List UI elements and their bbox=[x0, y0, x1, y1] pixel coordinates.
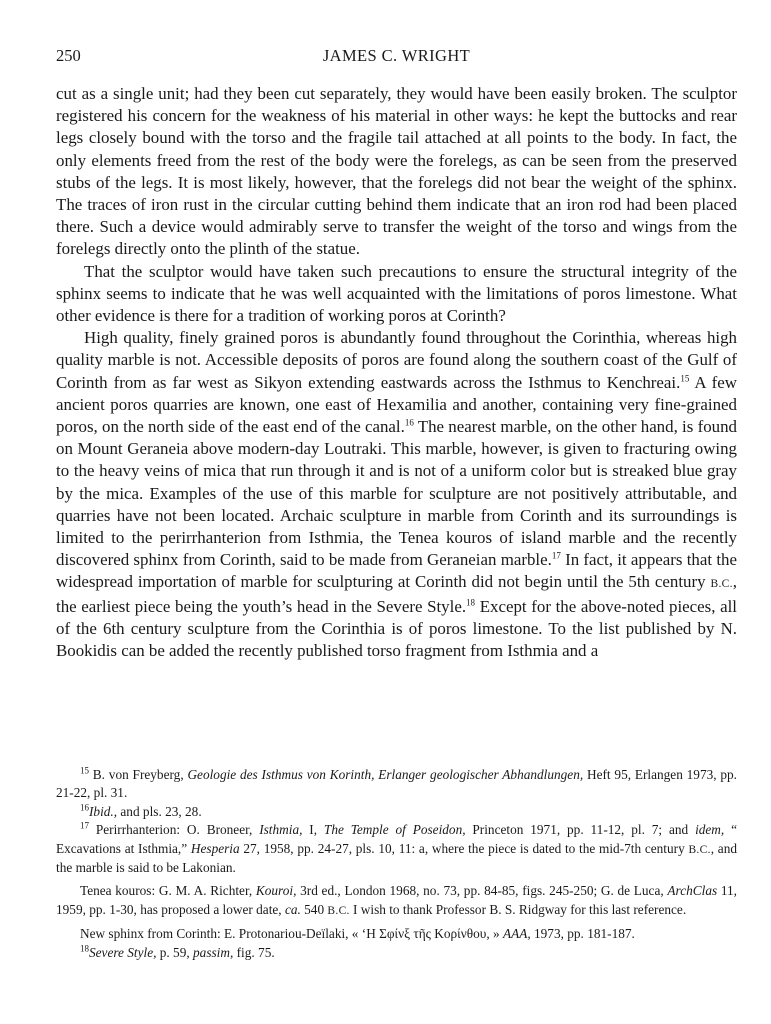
citation-title: ArchClas bbox=[667, 883, 718, 899]
text-span: and pls. 23, 28. bbox=[117, 803, 202, 819]
running-head: JAMES C. WRIGHT bbox=[322, 46, 471, 65]
text-span: p. 59, bbox=[156, 944, 194, 960]
footnote-ref-17[interactable]: 17 bbox=[551, 550, 561, 561]
text-span: 1973, pp. 181-187. bbox=[530, 926, 635, 942]
page-number: 250 bbox=[56, 46, 81, 65]
text-span: Except for the above-noted pieces, all of the 6th century sculpture from the Corinthia is of poros limestone. To the list published by N. Bookidis can be added the recently published torso fragment from Isthmia and a bbox=[56, 596, 737, 661]
text-span: “ Excavations at Isthmia,” bbox=[56, 822, 738, 856]
text-span: , the earliest piece being the youth’s head in the Severe Style. bbox=[56, 572, 737, 616]
citation-title: Isthmia, bbox=[259, 822, 303, 838]
text-span: 540 bbox=[300, 901, 328, 917]
era-abbreviation: B.C. bbox=[710, 578, 733, 591]
footnote-18 bbox=[56, 944, 737, 962]
citation-title: Geologie des Isthmus von Korinth, Erlanger geologischer Abhandlungen, bbox=[187, 767, 584, 782]
footnote-ref-15[interactable]: 15 bbox=[680, 373, 690, 384]
text-span: , and the marble is said to be Lakonian. bbox=[56, 840, 738, 876]
text-span: The nearest marble, on the other hand, is found on Mount Geraneia above modern-day Loutraki. This marble, however, is given to fracturing owing to the heavy veins of mica that run through it and is not of a uniform color but is streaked blue gray by the mica. Examples of the use of this marble for sculpture are not positively attributable, and quarries have not been located. Archaic sculpture in marble from Corinth and its surroundings is limited to the perirrhanterion from Isthmia, the Tenea kouros of island marble and the recently discovered sphinx from Corinth, said to be made from Geraneian marble. bbox=[56, 417, 737, 570]
footnote-number: 16 bbox=[80, 802, 89, 813]
citation-title: Kouroi, bbox=[255, 883, 297, 899]
text-span: I wish to thank Professor B. S. Ridgway for this last reference. bbox=[349, 901, 687, 917]
text-span: Princeton 1971, pp. 11-12, pl. 7; and bbox=[465, 822, 696, 838]
citation-title: Hesperia bbox=[190, 840, 240, 856]
footnote-ref-16[interactable]: 16 bbox=[404, 417, 414, 428]
citation-title: AAA, bbox=[502, 926, 531, 942]
text-span: 11, 1959, pp. 1-30, has proposed a lower date, bbox=[56, 883, 737, 917]
footnote-17-tenea bbox=[56, 882, 737, 920]
text-span: I, bbox=[302, 822, 324, 838]
footnotes bbox=[56, 766, 737, 962]
footnote-16 bbox=[56, 803, 737, 821]
text-span: fig. 75. bbox=[233, 944, 275, 960]
footnote-number: 17 bbox=[80, 820, 89, 831]
main-text bbox=[56, 83, 737, 662]
footnote-15 bbox=[56, 766, 737, 803]
era-abbreviation: B.C. bbox=[327, 904, 350, 917]
era-abbreviation: B.C. bbox=[688, 843, 711, 856]
text-span: 27, 1958, pp. 24-27, pls. 10, 11: a, where the piece is dated to the mid-7th century bbox=[239, 840, 689, 856]
footnote-number: 15 bbox=[80, 765, 89, 776]
text-span: Heft 95, Erlangen 1973, pp. 21-22, pl. 31. bbox=[56, 767, 738, 801]
text-span: 3rd ed., London 1968, no. 73, pp. 84-85, figs. 245-250; G. de Luca, bbox=[296, 883, 668, 899]
citation-title: ca. bbox=[284, 901, 301, 917]
footnote-17-sphinx bbox=[56, 925, 737, 943]
citation-title: Ibid., bbox=[89, 803, 118, 819]
citation-title: passim, bbox=[193, 944, 234, 960]
text-span: B. von Freyberg, bbox=[89, 767, 188, 782]
paragraph-3 bbox=[56, 327, 737, 662]
text-span: A few ancient poros quarries are known, one east of Hexamilia and another, containing very fine-grained poros, on the north side of the east end of the canal. bbox=[56, 372, 737, 437]
text-span: New sphinx from Corinth: E. Protonariou-Deïlaki, « ‘Η Σφίνξ τῆς Κορίνθου, » bbox=[80, 926, 503, 942]
footnote-17 bbox=[56, 821, 737, 877]
text-span: Perirrhanterion: O. Broneer, bbox=[89, 822, 260, 838]
page-header bbox=[56, 46, 737, 68]
text-span: Tenea kouros: G. M. A. Richter, bbox=[80, 883, 256, 899]
citation-title: The Temple of Poseidon, bbox=[323, 822, 466, 838]
text-span: In fact, it appears that the widespread importation of marble for sculpturing at Corinth did not begin until the 5th century bbox=[56, 550, 737, 592]
text-span: High quality, finely grained poros is abundantly found throughout the Corinthia, whereas high quality marble is not. Accessible deposits of poros are found along the southern coast of the Gulf of Corinth from as far west as Sikyon extending eastwards across the Isthmus to Kenchreai. bbox=[56, 328, 737, 392]
citation-title: Severe Style, bbox=[89, 944, 157, 960]
footnote-ref-18[interactable]: 18 bbox=[466, 597, 476, 608]
citation-title: idem, bbox=[695, 822, 725, 838]
paragraph-2: That the sculptor would have taken such precautions to ensure the structural integrity of the sphinx seems to indicate that he was well acquainted with the limitations of poros limestone. What other evidence is there for a tradition of working poros at Corinth? bbox=[56, 261, 737, 326]
paragraph-1: cut as a single unit; had they been cut separately, they would have been easily broken. The sculptor registered his concern for the weakness of his material in other ways: he kept the buttocks and rear legs closely bound with the torso and the fragile tail attached at all points to the body. In fact, the only elements freed from the rest of the body were the forelegs, as can be seen from the preserved stubs of the legs. It is most likely, however, that the forelegs did not bear the weight of the sphinx. The traces of iron rust in the circular cutting behind them indicate that an iron rod had been placed there. Such a device would admirably serve to transfer the weight of the torso and wings from the forelegs directly onto the plinth of the statue. bbox=[56, 84, 737, 259]
footnote-number: 18 bbox=[80, 943, 89, 954]
